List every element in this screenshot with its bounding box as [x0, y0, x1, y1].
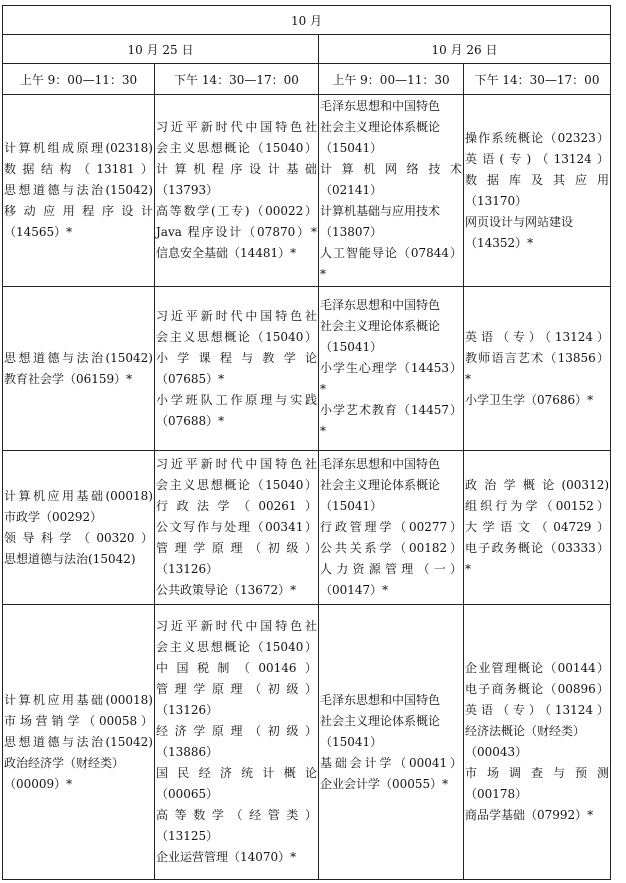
- schedule-cell: [155, 287, 319, 451]
- course-line: 习近平新时代中国特色社: [156, 308, 317, 323]
- course-line: *: [465, 371, 471, 386]
- course-line: 数据结构（13181）: [4, 162, 153, 176]
- schedule-cell: [3, 451, 155, 605]
- schedule-row: [3, 451, 611, 605]
- course-line: 政治经济学（财经类）: [4, 755, 125, 770]
- course-line: （00178）: [465, 787, 528, 801]
- course-line: 计 算 机 程 序 设 计 基 础: [156, 162, 317, 176]
- course-line: 思想道德与法治(15042): [4, 183, 153, 197]
- course-line: 国 民 经 济 统 计 概 论: [156, 766, 317, 780]
- session-header: 上午 9：00—11：30: [3, 64, 155, 95]
- course-line: 高等数学(工专)（00022）: [156, 204, 317, 218]
- course-line: 商品学基础（07992）*: [465, 808, 594, 822]
- course-line: 计算机组成原理(02318): [4, 141, 153, 155]
- course-line: 网页设计与网站建设: [465, 214, 574, 229]
- course-line: （14352）*: [465, 235, 534, 250]
- course-line: （13807）: [320, 225, 383, 239]
- course-line: （07688）*: [156, 413, 225, 428]
- course-line: 市政学（00292）: [4, 509, 103, 524]
- course-line: 政治学概论(00312): [465, 478, 610, 492]
- schedule-cell: [3, 95, 155, 287]
- course-line: 管 理 学 原 理 （ 初 级 ）: [156, 682, 317, 696]
- course-line: 小学艺术教育（14457）: [320, 403, 462, 417]
- schedule-row: [3, 95, 611, 287]
- schedule-cell: [464, 451, 611, 605]
- course-line: 英语（专）（13124）: [465, 703, 610, 717]
- course-line: （13793）: [156, 183, 219, 197]
- course-line: 公共关系学（00182）: [320, 541, 462, 555]
- course-line: 会主义思想概论（15040）: [156, 640, 317, 654]
- course-line: 中国税制（00146）: [156, 661, 317, 675]
- course-line: 市场营销学（00058）: [4, 713, 153, 728]
- schedule-cell: [155, 605, 319, 880]
- course-line: （00065）: [156, 787, 219, 801]
- course-line: （00043）: [465, 745, 528, 759]
- course-line: 企业运营管理（14070）*: [156, 850, 297, 864]
- course-line: 习近平新时代中国特色社: [156, 457, 317, 471]
- course-line: 小 学 课 程 与 教 学 论: [156, 350, 317, 365]
- course-line: 计 算 机 网 络 技 术: [320, 162, 462, 176]
- course-line: 小学生心理学（14453）: [320, 361, 462, 375]
- schedule-cell: [319, 287, 464, 451]
- course-line: 英语(专)（13124）: [465, 151, 610, 166]
- course-line: （15041）: [320, 141, 383, 155]
- course-line: （13125）: [156, 829, 219, 843]
- course-line: 社会主义理论体系概论: [320, 120, 441, 134]
- month-header-row: [3, 6, 611, 35]
- session-header-row: [3, 64, 611, 95]
- schedule-cell: [464, 95, 611, 287]
- course-line: （14565）*: [4, 225, 73, 239]
- course-line: 计算机应用基础(00018): [4, 692, 153, 707]
- course-line: 经 济 学 原 理 （ 初 级 ）: [156, 724, 317, 738]
- day-header: 10 月 25 日: [3, 35, 319, 64]
- course-line: 公共政策导论（13672）*: [156, 583, 297, 597]
- course-line: 毛泽东思想和中国特色: [320, 692, 441, 707]
- schedule-row: [3, 605, 611, 880]
- course-line: 操作系统概论（02323）: [465, 130, 610, 145]
- course-line: 会主义思想概论（15040）: [156, 141, 317, 155]
- course-line: 计算机应用基础(00018): [4, 488, 153, 503]
- course-line: 教师语言艺术（13856）: [465, 350, 610, 365]
- schedule-body: [3, 95, 611, 880]
- course-line: （13126）: [156, 703, 219, 717]
- course-line: 人 力 资 源 管 理 （ 一 ）: [320, 562, 462, 576]
- exam-schedule-table: [2, 5, 611, 880]
- course-line: 经济法概论（财经类）: [465, 724, 586, 738]
- course-line: （13886）: [156, 745, 219, 759]
- course-line: 小学卫生学（07686）*: [465, 392, 594, 407]
- course-line: 计算机基础与应用技术: [320, 204, 441, 218]
- course-line: 思想道德与法治(15042): [4, 350, 153, 365]
- course-line: 电子商务概论（00896）: [465, 682, 610, 696]
- course-line: （13170）: [465, 193, 528, 208]
- course-line: 思想道德与法治(15042): [4, 551, 136, 566]
- session-header: 下午 14：30—17：00: [464, 64, 611, 95]
- course-line: 组织行为学（00152）: [465, 499, 610, 513]
- session-header: 下午 14：30—17：00: [155, 64, 319, 95]
- course-line: *: [320, 382, 326, 396]
- course-line: （02141）: [320, 183, 383, 197]
- course-line: 毛泽东思想和中国特色: [320, 457, 441, 471]
- schedule-cell: [155, 95, 319, 287]
- course-line: 大学语文（04729）: [465, 520, 610, 534]
- course-line: （07685）*: [156, 371, 225, 386]
- course-line: *: [465, 562, 471, 576]
- course-line: 基础会计学（00041）: [320, 755, 462, 770]
- course-line: 企业管理概论（00144）: [465, 661, 610, 675]
- course-line: 移 动 应 用 程 序 设 计: [4, 204, 153, 218]
- course-line: 领导科学（00320）: [4, 530, 153, 545]
- session-header: 上午 9：00—11：30: [319, 64, 464, 95]
- course-line: 小学班队工作原理与实践: [156, 392, 317, 407]
- course-line: 高 等 数 学 （ 经 管 类 ）: [156, 808, 317, 822]
- schedule-cell: [464, 605, 611, 880]
- course-line: 教育社会学（06159）*: [4, 371, 133, 386]
- course-line: （15041）: [320, 499, 383, 513]
- course-line: 电子政务概论（03333）: [465, 541, 610, 555]
- schedule-cell: [3, 605, 155, 880]
- day-header-row: [3, 35, 611, 64]
- course-line: 行政管理学（00277）: [320, 520, 462, 534]
- course-line: 习近平新时代中国特色社: [156, 619, 317, 633]
- course-line: 毛泽东思想和中国特色: [320, 99, 441, 113]
- schedule-cell: [319, 605, 464, 880]
- course-line: （00009）*: [4, 776, 73, 791]
- course-line: 社会主义理论体系概论: [320, 713, 441, 728]
- course-line: 信息安全基础（14481）*: [156, 246, 297, 260]
- schedule-cell: [319, 451, 464, 605]
- course-line: 人工智能导论（07844）: [320, 246, 462, 260]
- course-line: Java 程序设计（07870）*: [156, 225, 317, 239]
- course-line: 企业会计学（00055）*: [320, 776, 449, 791]
- schedule-cell: [464, 287, 611, 451]
- schedule-row: [3, 287, 611, 451]
- course-line: 会主义思想概论（15040）: [156, 478, 317, 492]
- course-line: 习近平新时代中国特色社: [156, 120, 317, 134]
- course-line: 公文写作与处理（00341）: [156, 520, 317, 534]
- course-line: 行政法学（00261）: [156, 499, 317, 513]
- course-line: *: [320, 424, 326, 438]
- course-line: 社会主义理论体系概论: [320, 478, 441, 492]
- schedule-cell: [3, 287, 155, 451]
- course-line: *: [320, 267, 326, 281]
- course-line: 思想道德与法治(15042): [4, 734, 153, 749]
- course-line: （15041）: [320, 340, 383, 354]
- course-line: （15041）: [320, 734, 383, 749]
- course-line: （00147）*: [320, 583, 389, 597]
- month-header: 10 月: [3, 6, 611, 35]
- course-line: 社会主义理论体系概论: [320, 319, 441, 333]
- schedule-cell: [319, 95, 464, 287]
- course-line: 数 据 库 及 其 应 用: [465, 172, 610, 187]
- course-line: 会主义思想概论（15040）: [156, 329, 317, 344]
- course-line: 英语（专）（13124）: [465, 329, 610, 344]
- course-line: 市 场 调 查 与 预 测: [465, 766, 610, 780]
- course-line: 毛泽东思想和中国特色: [320, 298, 441, 312]
- schedule-cell: [155, 451, 319, 605]
- course-line: 管 理 学 原 理 （ 初 级 ）: [156, 541, 317, 555]
- course-line: （13126）: [156, 562, 219, 576]
- day-header: 10 月 26 日: [319, 35, 611, 64]
